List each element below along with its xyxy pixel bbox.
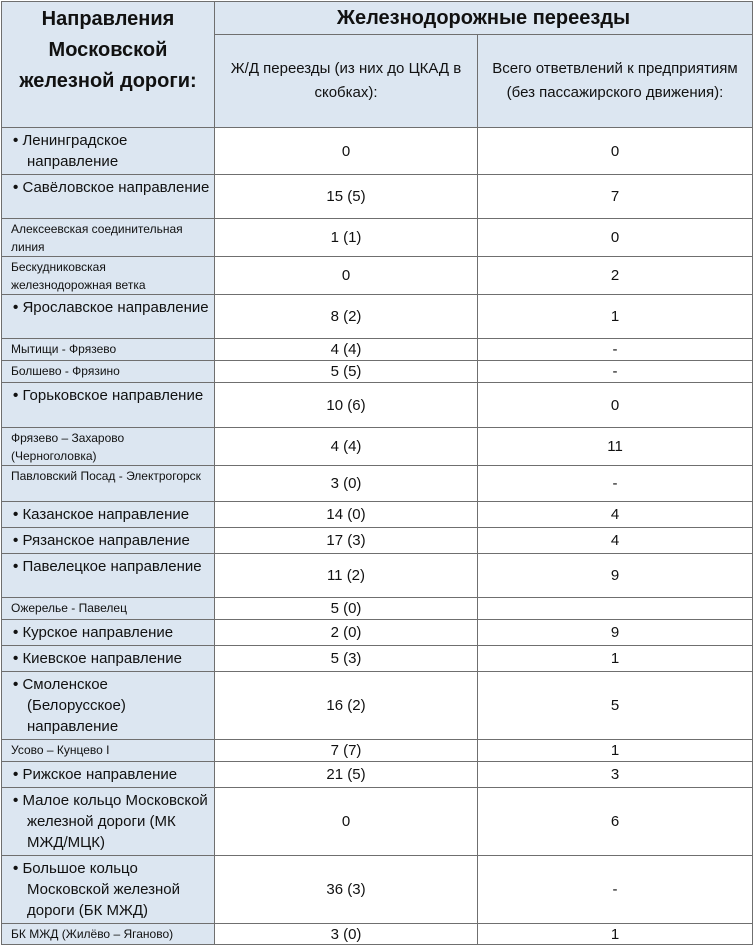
direction-name: Мытищи - Фрязево — [11, 342, 117, 356]
direction-name-cell — [2, 672, 215, 740]
crossings-cell: 3 (0) — [215, 924, 478, 945]
bullet-icon: • — [13, 860, 19, 877]
direction-name-cell — [2, 257, 215, 295]
bullet-icon: • — [13, 532, 19, 549]
direction-name: Фрязево – Захарово (Черноголовка) — [11, 431, 125, 463]
direction-name: Рязанское направление — [22, 532, 190, 549]
bullet-icon: • — [13, 387, 19, 404]
table-row — [2, 924, 753, 945]
direction-name-cell — [2, 740, 215, 762]
branches-cell: - — [478, 361, 753, 383]
branches-cell — [478, 598, 753, 620]
table-body — [2, 128, 753, 945]
direction-name: Курское направление — [22, 624, 174, 641]
crossings-cell: 36 (3) — [215, 856, 478, 924]
direction-name: Бескудниковская железнодорожная ветка — [11, 260, 146, 292]
table-row — [2, 554, 753, 598]
direction-column-header: Направления Московской железной дороги: — [2, 2, 215, 128]
bullet-icon: • — [13, 676, 19, 693]
direction-name: Горьковское направление — [22, 387, 204, 404]
direction-name: Алексеевская соединительная линия — [11, 222, 183, 254]
direction-name-cell — [2, 502, 215, 528]
table-row — [2, 620, 753, 646]
crossings-cell: 16 (2) — [215, 672, 478, 740]
direction-name: Рижское направление — [22, 766, 178, 783]
crossings-cell: 4 (4) — [215, 339, 478, 361]
branches-cell: 0 — [478, 383, 753, 428]
direction-name-cell — [2, 528, 215, 554]
branches-cell: 9 — [478, 620, 753, 646]
crossings-cell: 3 (0) — [215, 466, 478, 502]
table-row — [2, 502, 753, 528]
direction-name: Ленинградское направление — [22, 132, 128, 170]
branches-cell: 1 — [478, 295, 753, 339]
branches-cell: - — [478, 339, 753, 361]
branches-cell: 6 — [478, 788, 753, 856]
direction-name-cell — [2, 788, 215, 856]
bullet-icon: • — [13, 179, 19, 196]
branches-cell: 0 — [478, 128, 753, 175]
branches-cell: 4 — [478, 528, 753, 554]
bullet-icon: • — [13, 650, 19, 667]
table-row — [2, 788, 753, 856]
crossings-cell: 17 (3) — [215, 528, 478, 554]
branches-cell: 9 — [478, 554, 753, 598]
branches-cell: - — [478, 856, 753, 924]
table-row — [2, 339, 753, 361]
crossings-cell: 0 — [215, 257, 478, 295]
direction-name-cell — [2, 466, 215, 502]
crossings-cell: 15 (5) — [215, 175, 478, 219]
table-row — [2, 383, 753, 428]
table-row — [2, 361, 753, 383]
direction-name-cell — [2, 383, 215, 428]
table-row — [2, 740, 753, 762]
direction-name: Смоленское (Белорусское) направление — [22, 676, 126, 735]
direction-name-cell — [2, 646, 215, 672]
crossings-cell: 10 (6) — [215, 383, 478, 428]
direction-name: Казанское направление — [22, 506, 190, 523]
bullet-icon: • — [13, 299, 19, 316]
crossings-cell: 5 (5) — [215, 361, 478, 383]
bullet-icon: • — [13, 766, 19, 783]
table-row — [2, 466, 753, 502]
direction-name-cell — [2, 856, 215, 924]
bullet-icon: • — [13, 506, 19, 523]
direction-name: Киевское направление — [22, 650, 182, 667]
direction-name-cell — [2, 295, 215, 339]
branches-cell: 0 — [478, 219, 753, 257]
direction-name-cell — [2, 598, 215, 620]
branches-cell: 2 — [478, 257, 753, 295]
crossings-cell: 7 (7) — [215, 740, 478, 762]
table-row — [2, 428, 753, 466]
crossings-cell: 0 — [215, 128, 478, 175]
direction-name-cell — [2, 554, 215, 598]
crossings-cell: 5 (3) — [215, 646, 478, 672]
direction-name: Савёловское направление — [22, 179, 210, 196]
bullet-icon: • — [13, 792, 19, 809]
branches-column-header: Всего ответвлений к предприятиям (без пассажирского движения): — [478, 35, 753, 128]
branches-cell: 1 — [478, 646, 753, 672]
direction-name-cell — [2, 762, 215, 788]
table-row — [2, 219, 753, 257]
branches-cell: 7 — [478, 175, 753, 219]
crossings-cell: 21 (5) — [215, 762, 478, 788]
direction-name: Павловский Посад - Электрогорск — [11, 469, 201, 483]
crossings-cell: 14 (0) — [215, 502, 478, 528]
direction-name-cell — [2, 924, 215, 945]
direction-name-cell — [2, 428, 215, 466]
branches-cell: - — [478, 466, 753, 502]
table-row — [2, 528, 753, 554]
table-row — [2, 295, 753, 339]
railway-crossings-table — [1, 1, 753, 945]
table-row — [2, 257, 753, 295]
direction-name-cell — [2, 128, 215, 175]
direction-name-cell — [2, 620, 215, 646]
table-row — [2, 762, 753, 788]
crossings-cell: 4 (4) — [215, 428, 478, 466]
direction-name-cell — [2, 339, 215, 361]
direction-name-cell — [2, 219, 215, 257]
crossings-cell: 8 (2) — [215, 295, 478, 339]
table-row — [2, 672, 753, 740]
branches-cell: 11 — [478, 428, 753, 466]
bullet-icon: • — [13, 132, 19, 149]
direction-name: Ожерелье - Павелец — [11, 601, 127, 615]
branches-cell: 3 — [478, 762, 753, 788]
crossings-cell: 5 (0) — [215, 598, 478, 620]
direction-name: Ярославское направление — [22, 299, 209, 316]
crossings-cell: 1 (1) — [215, 219, 478, 257]
direction-name: Малое кольцо Московской железной дороги (МК МЖД/МЦК) — [22, 792, 208, 851]
direction-name: Усово – Кунцево I — [11, 743, 110, 757]
table-row — [2, 175, 753, 219]
crossings-cell: 11 (2) — [215, 554, 478, 598]
direction-name: Большое кольцо Московской железной дороги (БК МЖД) — [22, 860, 181, 919]
branches-cell: 5 — [478, 672, 753, 740]
branches-cell: 4 — [478, 502, 753, 528]
direction-name: Павелецкое направление — [22, 558, 202, 575]
crossings-cell: 2 (0) — [215, 620, 478, 646]
direction-name-cell — [2, 175, 215, 219]
crossings-group-header: Железнодорожные переезды — [215, 2, 753, 35]
direction-name: Болшево - Фрязино — [11, 364, 120, 378]
table-row — [2, 856, 753, 924]
bullet-icon: • — [13, 624, 19, 641]
branches-cell: 1 — [478, 740, 753, 762]
branches-cell: 1 — [478, 924, 753, 945]
table-row — [2, 646, 753, 672]
crossings-cell: 0 — [215, 788, 478, 856]
direction-name: БК МЖД (Жилёво – Яганово) — [11, 927, 174, 941]
bullet-icon: • — [13, 558, 19, 575]
table-header — [2, 2, 753, 128]
crossings-column-header: Ж/Д переезды (из них до ЦКАД в скобках): — [215, 35, 478, 128]
table-row — [2, 598, 753, 620]
direction-name-cell — [2, 361, 215, 383]
table-row — [2, 128, 753, 175]
